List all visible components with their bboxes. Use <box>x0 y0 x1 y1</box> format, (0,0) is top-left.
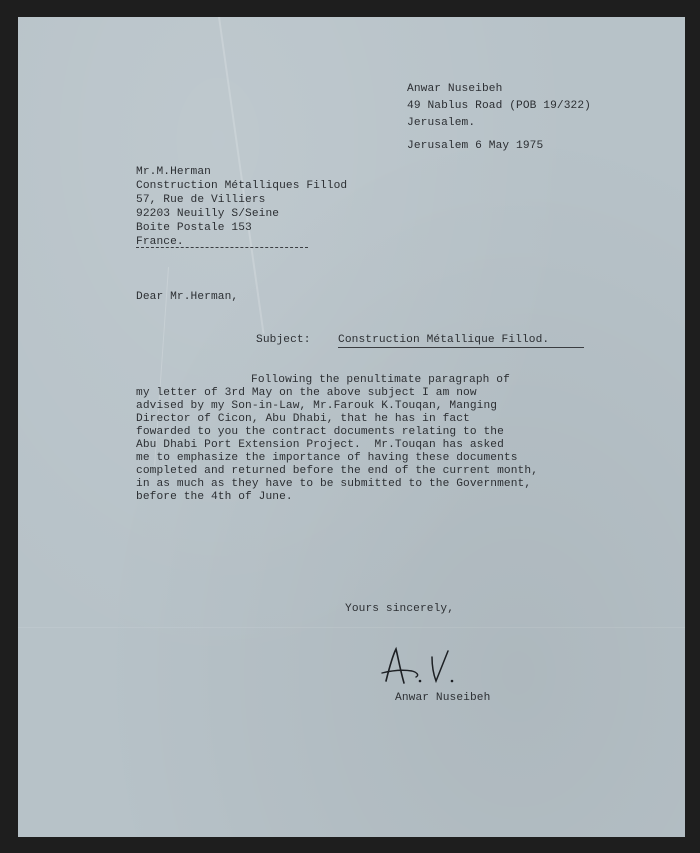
body-line: advised by my Son-in-Law, Mr.Farouk K.Touqan, Manging <box>136 400 498 412</box>
sender-name: Anwar Nuseibeh <box>407 83 503 95</box>
body-line: fowarded to you the contract documents relating to the <box>136 426 504 438</box>
body-line: before the 4th of June. <box>136 491 293 503</box>
subject-underline <box>338 347 584 348</box>
closing: Yours sincerely, <box>345 603 455 615</box>
letter-sheet <box>18 17 685 837</box>
recipient-line: Construction Métalliques Fillod <box>136 180 348 192</box>
body-line: Following the penultimate paragraph of <box>251 374 510 386</box>
salutation: Dear Mr.Herman, <box>136 291 239 303</box>
recipient-line: France. <box>136 236 184 248</box>
body-line: Abu Dhabi Port Extension Project. Mr.Touqan has asked <box>136 439 504 451</box>
subject-label: Subject: <box>256 334 311 346</box>
recipient-line: 92203 Neuilly S/Seine <box>136 208 280 220</box>
subject-text: Construction Métallique Fillod. <box>338 334 550 346</box>
recipient-line: Mr.M.Herman <box>136 166 211 178</box>
letter-date: Jerusalem 6 May 1975 <box>407 140 544 152</box>
paper-crease <box>218 17 265 334</box>
body-line: me to emphasize the importance of having these documents <box>136 452 518 464</box>
recipient-line: Boite Postale 153 <box>136 222 252 234</box>
sender-city: Jerusalem. <box>407 117 476 129</box>
sender-address: 49 Nablus Road (POB 19/322) <box>407 100 591 112</box>
body-line: completed and returned before the end of the current month, <box>136 465 539 477</box>
body-line: my letter of 3rd May on the above subject I am now <box>136 387 477 399</box>
handwritten-signature <box>376 643 466 693</box>
body-line: Director of Cicon, Abu Dhabi, that he has in fact <box>136 413 470 425</box>
paper-crease <box>18 627 685 628</box>
body-line: in as much as they have to be submitted to the Government, <box>136 478 532 490</box>
recipient-line: 57, Rue de Villiers <box>136 194 266 206</box>
address-underline <box>136 247 308 248</box>
signature-name: Anwar Nuseibeh <box>395 692 491 704</box>
